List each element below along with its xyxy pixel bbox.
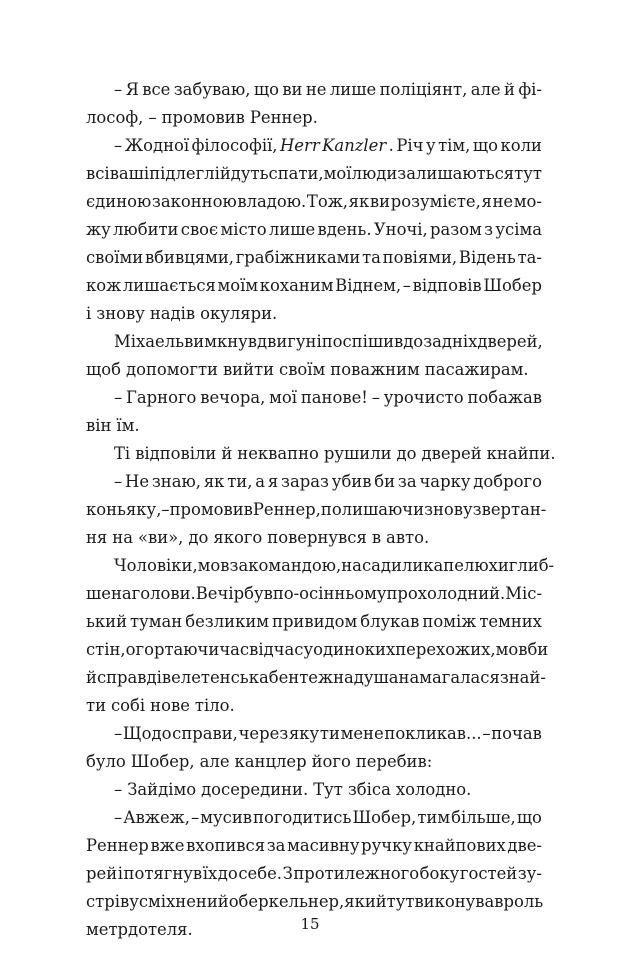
word: вже bbox=[150, 836, 185, 855]
word: – bbox=[114, 388, 123, 407]
word: зараз bbox=[281, 472, 329, 491]
word: – bbox=[114, 472, 123, 491]
word: в bbox=[371, 528, 382, 547]
word: виконував bbox=[414, 892, 504, 911]
word: мої bbox=[269, 388, 298, 407]
word: вимкнув bbox=[184, 332, 258, 351]
word: за bbox=[266, 836, 286, 855]
word: нове bbox=[150, 696, 190, 715]
word: розумієте, bbox=[390, 192, 481, 211]
word: прохолодний. bbox=[386, 584, 506, 603]
word: йдуть bbox=[219, 164, 269, 183]
word: побажав bbox=[467, 388, 542, 407]
word: Чоловіки, bbox=[114, 556, 198, 575]
word: – bbox=[371, 388, 380, 407]
word: збіса bbox=[347, 780, 391, 799]
word: себе. bbox=[238, 864, 282, 883]
word: по-осінньому bbox=[272, 584, 387, 603]
word: собі bbox=[111, 696, 146, 715]
word: час bbox=[219, 640, 250, 659]
word: урочисто bbox=[383, 388, 464, 407]
word: Жодної bbox=[124, 136, 190, 155]
word: метрдотеля. bbox=[86, 920, 193, 939]
word: перехожих, bbox=[395, 640, 496, 659]
word: масивну bbox=[287, 836, 360, 855]
word: почав bbox=[491, 724, 542, 743]
word: капелюхи bbox=[423, 556, 509, 575]
word: і bbox=[117, 864, 123, 883]
word: – bbox=[402, 276, 411, 295]
text-line bbox=[86, 384, 542, 412]
word: усміхнений bbox=[129, 892, 229, 911]
word: бентежна bbox=[268, 668, 354, 687]
word: та- bbox=[517, 248, 542, 267]
word: до bbox=[217, 864, 238, 883]
word: на bbox=[112, 528, 133, 547]
word: його bbox=[311, 752, 351, 771]
word: поважним bbox=[330, 360, 420, 379]
word: якого bbox=[213, 528, 263, 547]
word: покликав... bbox=[384, 724, 482, 743]
word: ручку bbox=[361, 836, 413, 855]
word: від bbox=[249, 640, 274, 659]
word: повіями, bbox=[382, 248, 458, 267]
word: потягнув bbox=[123, 864, 203, 883]
word: лишається bbox=[122, 276, 216, 295]
word: глиб- bbox=[508, 556, 555, 575]
word: на bbox=[110, 584, 132, 603]
text-line bbox=[86, 804, 542, 832]
word: до bbox=[403, 332, 424, 351]
word: Міс- bbox=[505, 584, 543, 603]
word: справді bbox=[96, 668, 162, 687]
text-line bbox=[86, 860, 542, 888]
word: тут bbox=[386, 892, 415, 911]
word: більше, bbox=[451, 808, 516, 827]
word: мусив bbox=[200, 808, 252, 827]
word: філософії, bbox=[191, 136, 278, 155]
word: Щодо bbox=[122, 724, 172, 743]
word: Гарного bbox=[126, 388, 197, 407]
word: ви bbox=[369, 192, 391, 211]
word: залишаються bbox=[397, 164, 515, 183]
word: до bbox=[396, 444, 417, 463]
text-line bbox=[86, 552, 555, 580]
word: лише bbox=[329, 80, 377, 99]
word: поліціянт, bbox=[379, 80, 468, 99]
word: через bbox=[238, 724, 289, 743]
word: своїми bbox=[86, 248, 144, 267]
word: знай- bbox=[499, 668, 546, 687]
word: коханим bbox=[259, 276, 334, 295]
word: щоб bbox=[86, 360, 121, 379]
word: як bbox=[203, 472, 225, 491]
word: панове! bbox=[300, 388, 368, 407]
word: чарку bbox=[419, 472, 471, 491]
word: все bbox=[142, 80, 171, 99]
word: законною bbox=[151, 192, 237, 211]
word: «ви», bbox=[137, 528, 184, 547]
text-line bbox=[86, 356, 542, 384]
text-line bbox=[86, 188, 542, 216]
word: убив bbox=[331, 472, 372, 491]
word: рей bbox=[86, 864, 118, 883]
word: але bbox=[470, 80, 501, 99]
page-number: 15 bbox=[300, 915, 320, 933]
word: Відень bbox=[458, 248, 516, 267]
word: ваші bbox=[109, 164, 150, 183]
word: стін, bbox=[86, 640, 126, 659]
word: підлеглі bbox=[149, 164, 220, 183]
word: що bbox=[253, 80, 279, 99]
text-line bbox=[86, 832, 542, 860]
word: стрів bbox=[86, 892, 130, 911]
word: ше bbox=[86, 584, 111, 603]
word: би bbox=[374, 472, 396, 491]
word: мо- bbox=[513, 192, 542, 211]
word: командою, bbox=[248, 556, 342, 575]
word: – bbox=[114, 80, 123, 99]
word: знову bbox=[96, 304, 145, 323]
text-line bbox=[86, 412, 542, 440]
word: протилежного bbox=[293, 864, 420, 883]
word: тіло. bbox=[194, 696, 235, 715]
word: у bbox=[425, 136, 436, 155]
word: Реннер bbox=[86, 836, 149, 855]
word: й bbox=[504, 80, 515, 99]
word: пасажирам. bbox=[424, 360, 529, 379]
word: а bbox=[255, 472, 266, 491]
word: я bbox=[481, 192, 492, 211]
text-line bbox=[86, 104, 542, 132]
text-line bbox=[86, 496, 547, 524]
word: що bbox=[472, 136, 498, 155]
word: їх bbox=[202, 864, 218, 883]
word: коньяку, bbox=[86, 500, 162, 519]
word: моїм bbox=[217, 276, 259, 295]
word: своїм bbox=[279, 360, 326, 379]
word: вбивцями, bbox=[144, 248, 234, 267]
word: душа bbox=[353, 668, 399, 687]
word: що bbox=[516, 808, 542, 827]
word: мов bbox=[197, 556, 230, 575]
word: кнайпи. bbox=[486, 444, 556, 463]
text-line bbox=[86, 720, 542, 748]
word: але bbox=[199, 752, 230, 771]
word: грабіжниками bbox=[235, 248, 361, 267]
word: Міхаель bbox=[114, 332, 185, 351]
word: досередини. bbox=[201, 780, 309, 799]
text-line bbox=[86, 580, 542, 608]
word: дверей bbox=[421, 444, 482, 463]
word: зу- bbox=[517, 864, 542, 883]
text-line bbox=[86, 328, 542, 356]
word: Річ bbox=[396, 136, 424, 155]
text-line bbox=[86, 468, 542, 496]
word: лише bbox=[268, 220, 316, 239]
word: доброго bbox=[473, 472, 542, 491]
word: з bbox=[484, 220, 494, 239]
word: – bbox=[482, 724, 491, 743]
word: тут bbox=[514, 164, 542, 183]
text-line bbox=[86, 216, 542, 244]
word: яку bbox=[288, 724, 320, 743]
word: який bbox=[344, 892, 387, 911]
word: Віднем, bbox=[335, 276, 402, 295]
word: промовив bbox=[169, 500, 253, 519]
word: як bbox=[348, 192, 370, 211]
word: намагалася bbox=[398, 668, 500, 687]
word: перебив: bbox=[355, 752, 433, 771]
word: полишаючи bbox=[320, 500, 425, 519]
word: – bbox=[114, 136, 123, 155]
body-text bbox=[86, 76, 556, 944]
word: роль bbox=[503, 892, 544, 911]
word: надів bbox=[149, 304, 196, 323]
text-line bbox=[86, 608, 542, 636]
word: З bbox=[282, 864, 293, 883]
word: лософ, bbox=[86, 108, 144, 127]
word: погодитись bbox=[253, 808, 352, 827]
text-line bbox=[86, 440, 556, 468]
word: боку bbox=[419, 864, 460, 883]
word: две- bbox=[507, 836, 542, 855]
text-line bbox=[86, 272, 542, 300]
word: допомогти bbox=[125, 360, 218, 379]
word: й bbox=[221, 444, 233, 463]
word: Я bbox=[125, 80, 139, 99]
text-line bbox=[86, 636, 549, 664]
word: коли bbox=[500, 136, 542, 155]
word: Ті bbox=[114, 444, 131, 463]
word: було bbox=[86, 752, 126, 771]
word: – bbox=[148, 108, 157, 127]
word: привидом bbox=[272, 612, 358, 631]
word: велетенська bbox=[161, 668, 269, 687]
word: вийти bbox=[222, 360, 275, 379]
word: ти, bbox=[227, 472, 253, 491]
text-line bbox=[86, 244, 542, 272]
word: до bbox=[188, 528, 209, 547]
word: кож bbox=[86, 276, 122, 295]
word: не bbox=[305, 80, 327, 99]
word: канцлер bbox=[234, 752, 307, 771]
word: Не bbox=[125, 472, 150, 491]
word: одиноких bbox=[313, 640, 396, 659]
word: владою. bbox=[237, 192, 307, 211]
text-line bbox=[86, 160, 542, 188]
word: голови. bbox=[131, 584, 196, 603]
word: усіма bbox=[495, 220, 542, 239]
word: разом bbox=[430, 220, 482, 239]
text-line bbox=[86, 692, 542, 720]
text-line bbox=[86, 524, 542, 552]
word: дверей, bbox=[477, 332, 543, 351]
word: їм. bbox=[116, 416, 140, 435]
word: мене bbox=[340, 724, 384, 743]
word: за bbox=[229, 556, 249, 575]
word: гостей bbox=[459, 864, 518, 883]
word: промовив bbox=[161, 108, 245, 127]
word: всі bbox=[86, 164, 110, 183]
word: ня bbox=[86, 528, 108, 547]
word: Авжеж, bbox=[123, 808, 190, 827]
word: справи, bbox=[172, 724, 238, 743]
word: Зайдімо bbox=[127, 780, 197, 799]
word: і bbox=[316, 332, 322, 351]
word: оберкельнер, bbox=[228, 892, 345, 911]
text-line bbox=[86, 76, 542, 104]
word: і bbox=[86, 304, 92, 323]
word: був bbox=[244, 584, 273, 603]
word: своє bbox=[180, 220, 219, 239]
word: кнайпових bbox=[413, 836, 506, 855]
word: Реннер. bbox=[249, 108, 318, 127]
word: ти bbox=[319, 724, 340, 743]
word: я bbox=[267, 472, 279, 491]
word: жу bbox=[86, 220, 111, 239]
text-line bbox=[86, 664, 546, 692]
word: окуляри. bbox=[200, 304, 278, 323]
word: знаю, bbox=[151, 472, 201, 491]
text-line bbox=[86, 888, 542, 916]
word: – bbox=[191, 808, 200, 827]
word: задніх bbox=[423, 332, 478, 351]
word: Вечір bbox=[195, 584, 245, 603]
word: любити bbox=[113, 220, 179, 239]
word: часу bbox=[273, 640, 314, 659]
word: вдень. bbox=[317, 220, 372, 239]
word: огортаючи bbox=[125, 640, 220, 659]
word: тім, bbox=[438, 136, 471, 155]
word: відповіли bbox=[135, 444, 217, 463]
word: Шобер, bbox=[130, 752, 195, 771]
word: – bbox=[161, 500, 170, 519]
word: й bbox=[86, 668, 97, 687]
word: насадили bbox=[341, 556, 424, 575]
word: . bbox=[388, 136, 394, 155]
word: Шобер bbox=[483, 276, 542, 295]
word: Тож, bbox=[306, 192, 348, 211]
word: Тут bbox=[313, 780, 343, 799]
text-line bbox=[86, 300, 542, 328]
word: тим bbox=[417, 808, 451, 827]
word: авто. bbox=[386, 528, 430, 547]
word: – bbox=[114, 808, 123, 827]
word: місто bbox=[220, 220, 267, 239]
word: Herr bbox=[280, 136, 320, 155]
word: рушили bbox=[323, 444, 392, 463]
word: – bbox=[114, 780, 123, 799]
word: єдиною bbox=[86, 192, 152, 211]
word: ький bbox=[86, 612, 128, 631]
word: блукав bbox=[360, 612, 420, 631]
word: поміж bbox=[422, 612, 477, 631]
word: забуваю, bbox=[173, 80, 251, 99]
word: за bbox=[397, 472, 417, 491]
word: повернувся bbox=[267, 528, 367, 547]
word: спати, bbox=[268, 164, 324, 183]
word: не bbox=[492, 192, 514, 211]
word: ви bbox=[282, 80, 303, 99]
word: відповів bbox=[412, 276, 482, 295]
word: темних bbox=[479, 612, 542, 631]
word: він bbox=[86, 416, 112, 435]
word: мовби bbox=[495, 640, 549, 659]
word: та bbox=[362, 248, 381, 267]
word: поспішив bbox=[321, 332, 404, 351]
word: Шобер, bbox=[352, 808, 417, 827]
word: неквапно bbox=[237, 444, 319, 463]
text-line bbox=[86, 776, 542, 804]
word: знову bbox=[424, 500, 473, 519]
word: люди bbox=[351, 164, 398, 183]
word: вхопився bbox=[186, 836, 266, 855]
word: ти bbox=[86, 696, 106, 715]
word: холодно. bbox=[395, 780, 472, 799]
text-line bbox=[86, 132, 542, 160]
word: звертан- bbox=[472, 500, 547, 519]
word: мої bbox=[323, 164, 352, 183]
word: двигун bbox=[257, 332, 317, 351]
word: безликим bbox=[185, 612, 269, 631]
word: Уночі, bbox=[373, 220, 428, 239]
word: фі- bbox=[518, 80, 542, 99]
word: Реннер, bbox=[252, 500, 321, 519]
word: туман bbox=[130, 612, 183, 631]
text-line bbox=[86, 748, 542, 776]
word: Kanzler bbox=[322, 136, 387, 155]
word: – bbox=[114, 724, 123, 743]
word: вечора, bbox=[200, 388, 266, 407]
